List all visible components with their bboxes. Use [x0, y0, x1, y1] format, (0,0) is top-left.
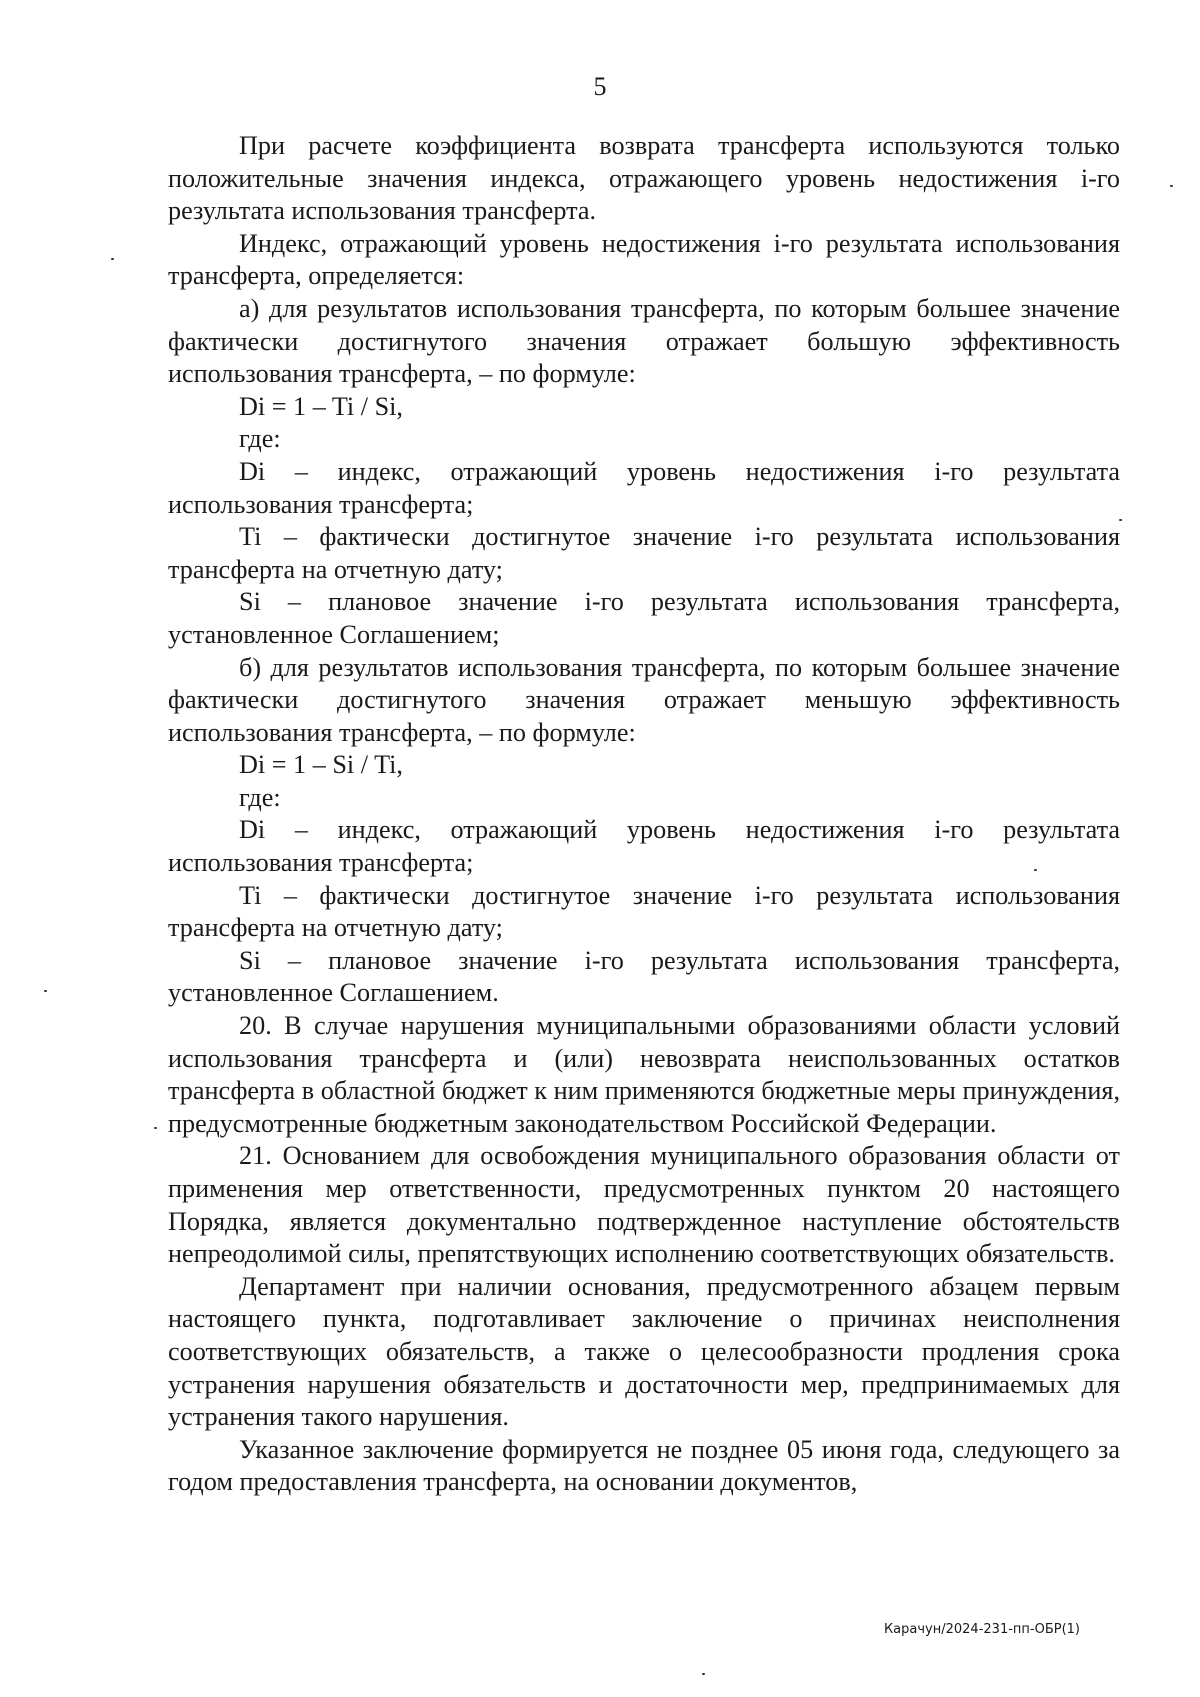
- scan-speck: [154, 1127, 157, 1129]
- document-body: [168, 130, 1120, 1499]
- paragraph-coefficient-note: При расчете коэффициента возврата трансферта используются только положительные значения индекса, отражающего уровень недостижения i-го результата использования трансферта.: [168, 131, 1120, 226]
- page-number: 5: [593, 72, 607, 101]
- definition-di-a: Di – индекс, отражающий уровень недостижения i-го результата использования трансферта;: [168, 456, 1120, 519]
- definition-ti-b: Ti – фактически достигнутое значение i-го результата использования трансферта на отчетную дату;: [168, 880, 1120, 943]
- where-label-a: где:: [239, 424, 281, 454]
- paragraph-case-b: б) для результатов использования трансферта, по которым большее значение фактически достигнутого значения отражает меньшую эффективность использования трансферта, – по формуле:: [168, 652, 1120, 747]
- definition-si-a: Si – плановое значение i-го результата использования трансферта, установленное Соглашением;: [168, 587, 1120, 649]
- clause-20: 20. В случае нарушения муниципальными образованиями области условий использования трансферта и (или) невозврата неиспользованных остатков трансферта в областной бюджет к ним применяются бюджетные меры принуждения, предусмотренные бюджетным законодательством Российской Федерации.: [168, 1011, 1120, 1138]
- scan-speck: [111, 258, 114, 260]
- clause-21: 21. Основанием для освобождения муниципального образования области от применения мер ответственности, предусмотренных пунктом 20 настоящего Порядка, является документально подтвержденное наступление обстоятельств непреодолимой силы, препятствующих исполнению соответствующих обязательств.: [168, 1141, 1120, 1269]
- where-label-b: где:: [239, 782, 281, 812]
- document-registration-code: Карачун/2024-231-пп-ОБР(1): [883, 1622, 1080, 1637]
- scan-speck: [44, 990, 47, 992]
- paragraph-index-definition: Индекс, отражающий уровень недостижения i-го результата использования трансферта, определяется:: [168, 228, 1120, 291]
- scan-speck: [702, 1673, 705, 1675]
- scan-speck: [1170, 185, 1173, 187]
- paragraph-conclusion: Указанное заключение формируется не позднее 05 июня года, следующего за годом предоставления трансферта, на основании документов,: [168, 1434, 1120, 1497]
- scan-speck: [1119, 519, 1122, 521]
- definition-di-b: Di – индекс, отражающий уровень недостижения i-го результата использования трансферта;: [168, 815, 1120, 878]
- formula-b: Di = 1 – Si / Ti,: [239, 750, 403, 780]
- definition-ti-a: Ti – фактически достигнутое значение i-го результата использования трансферта на отчетную дату;: [168, 522, 1120, 584]
- paragraph-department: Департамент при наличии основания, предусмотренного абзацем первым настоящего пункта, подготавливает заключение о причинах неисполнения соответствующих обязательств, а также о целесообразности продления срока устранения нарушения обязательств и достаточности мер, предпринимаемых для устранения такого нарушения.: [168, 1271, 1120, 1432]
- scan-speck: [1034, 869, 1037, 871]
- definition-si-b: Si – плановое значение i-го результата использования трансферта, установленное Соглашением.: [168, 945, 1120, 1008]
- formula-a: Di = 1 – Ti / Si,: [239, 391, 403, 421]
- paragraph-case-a: а) для результатов использования трансферта, по которым большее значение фактически достигнутого значения отражает большую эффективность использования трансферта, – по формуле:: [168, 293, 1120, 389]
